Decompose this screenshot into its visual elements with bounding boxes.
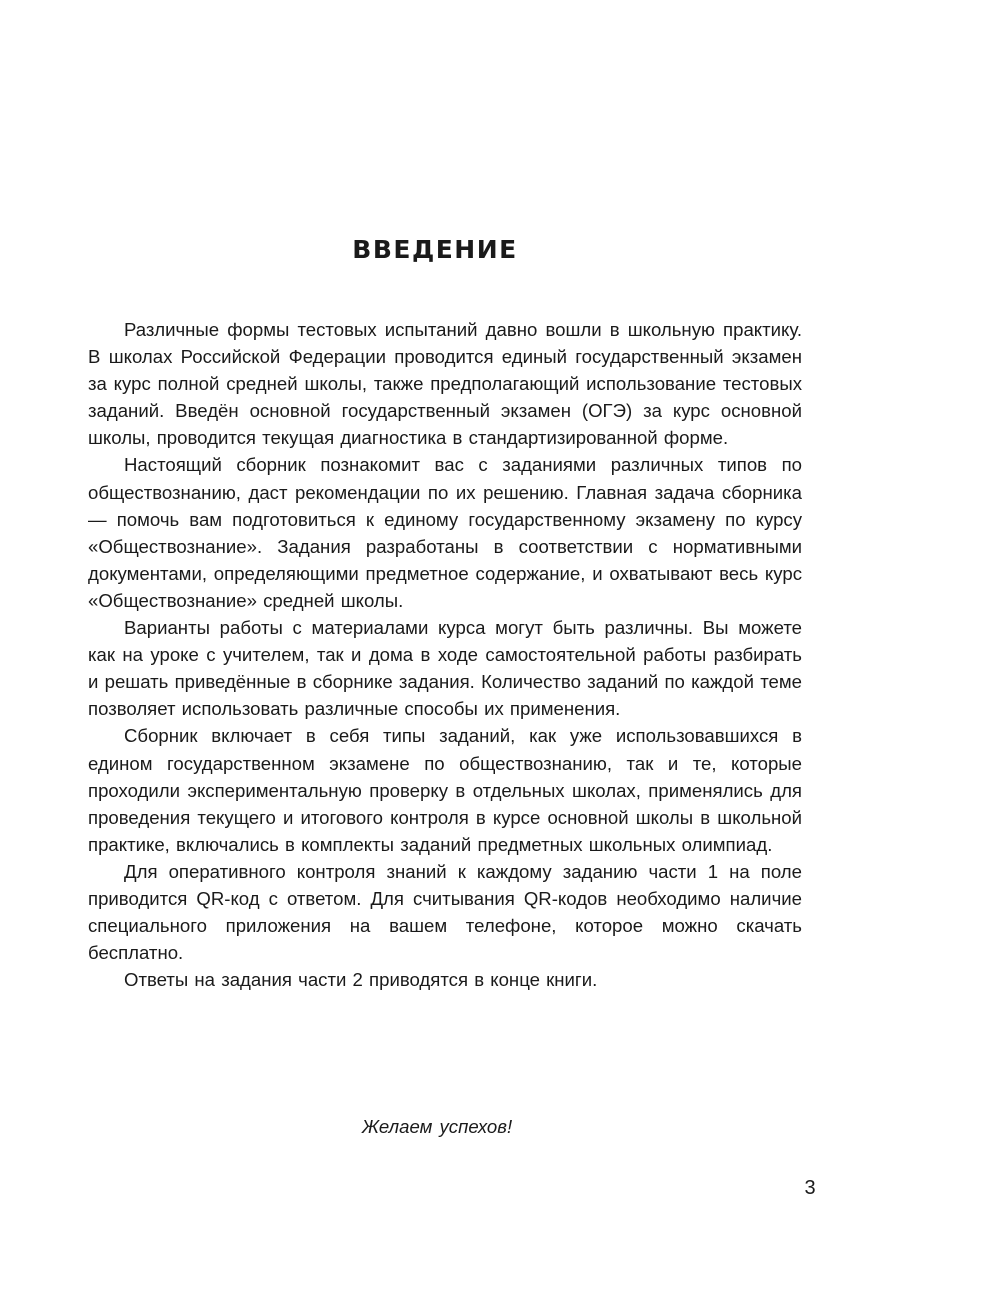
paragraph-2: Настоящий сборник познакомит вас с заданиями различных типов по обществознанию, даст рекомендации по их решению. Главная задача сборника — помочь вам подготовиться к единому государственному экзамену по курсу «Обществознание». Задания разработаны в соответствии с нормативными документами, определяющими предметное содержание, и охватывают весь курс «Обществознание» средней школы. — [88, 454, 802, 611]
page-number: 3 — [804, 1177, 816, 1199]
paragraph-3: Варианты работы с материалами курса могут быть различны. Вы можете как на уроке с учителем, так и дома в ходе самостоятельной работы разбирать и решать приведённые в сборнике задания. Количество заданий по каждой теме позволяет использовать различные способы их применения. — [88, 617, 802, 720]
introduction-body — [88, 316, 802, 993]
closing-wish: Желаем успехов! — [361, 1116, 513, 1137]
paragraph-6: Ответы на задания части 2 приводятся в конце книги. — [124, 969, 598, 991]
page-title: ВВЕДЕНИЕ — [352, 235, 518, 264]
paragraph-4: Сборник включает в себя типы заданий, как уже использовавшихся в едином государственном экзамене по обществознанию, так и те, которые проходили экспериментальную проверку в отдельных школах, применялись для проведения текущего и итогового контроля в курсе основной школы в школьной практике, включались в комплекты заданий предметных школьных олимпиад. — [88, 725, 802, 855]
paragraph-5: Для оперативного контроля знаний к каждому заданию части 1 на поле приводится QR-код с ответом. Для считывания QR-кодов необходимо наличие специального приложения на вашем телефоне, которое можно скачать бесплатно. — [88, 860, 802, 964]
paragraph-1: Различные формы тестовых испытаний давно вошли в школьную практику. В школах Российской Федерации проводится единый государственный экзамен за курс полной средней школы, также предполагающий использование тестовых заданий. Введён основной государственный экзамен (ОГЭ) за курс основной школы, проводится текущая диагностика в стандартизированной форме. — [88, 319, 802, 449]
